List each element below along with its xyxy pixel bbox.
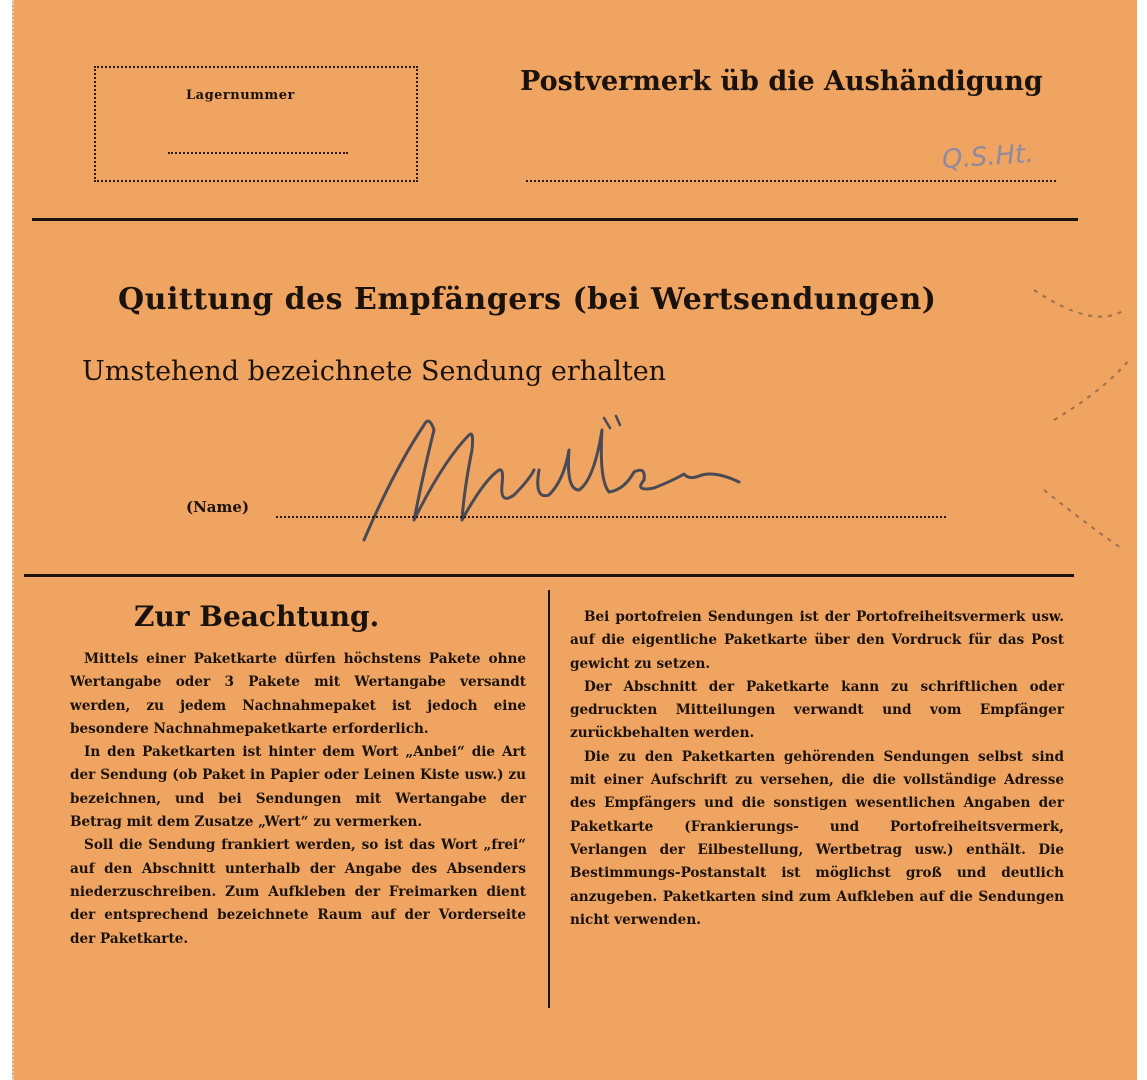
parcel-card xyxy=(12,0,1137,1080)
column-divider xyxy=(548,590,550,1008)
post-note-line xyxy=(526,180,1056,182)
name-label: (Name) xyxy=(186,498,250,516)
name-line xyxy=(276,516,946,518)
notice-left-paragraph: In den Paketkarten ist hinter dem Wort „Anbei“ die Art der Sendung (ob Paket in Papier oder Leinen Kiste usw.) zu bezeichnen, und bei Sendungen mit Wertangabe der Betrag mit dem Zusatze „Wert“ zu vermerken. xyxy=(70,744,526,831)
received-text: Umstehend bezeichnete Sendung erhalten xyxy=(82,356,667,387)
notice-right-paragraph: Die zu den Paketkarten gehörenden Sendungen selbst sind mit einer Aufschrift zu versehen, die die vollständige Adresse des Empfängers und die sonstigen wesentlichen Angaben der Paketkarte (Frankierungs- und Portofreiheitsvermerk, Verlangen der Eilbestellung, Wertbetrag usw.) enthält. Die Bestimmungs-Postanstalt ist möglichst groß und deutlich anzugeben. Paketkarten sind zum Aufkleben auf die Sendungen nicht verwenden. xyxy=(570,748,1064,928)
stock-number-label: Lagernummer xyxy=(186,88,295,103)
post-note-heading: Postvermerk üb die Aushändigung xyxy=(520,66,1043,97)
stock-number-line xyxy=(168,152,348,154)
notice-left-column xyxy=(70,648,526,951)
stock-number-box xyxy=(94,66,418,182)
notice-left-paragraph: Soll die Sendung frankiert werden, so ist das Wort „frei“ auf den Abschnitt unterhalb der Angabe des Absenders niederzuschreiben. Zum Aufkleben der Freimarken dient der entsprechend bezeichnete Raum auf der Vorderseite der Paketkarte. xyxy=(70,837,526,947)
postmark-stamp xyxy=(1014,270,1134,570)
receipt-heading: Quittung des Empfängers (bei Wertsendungen) xyxy=(118,282,937,317)
notice-right-column xyxy=(570,606,1064,932)
notice-heading: Zur Beachtung. xyxy=(134,600,380,633)
notice-left-paragraph: Mittels einer Paketkarte dürfen höchstens Pakete ohne Wertangabe oder 3 Pakete mit Wertangabe versandt werden, zu jedem Nachnahmepaket ist jedoch eine besondere Nachnahmepaketkarte erforderlich. xyxy=(70,651,526,737)
top-divider xyxy=(32,218,1078,221)
notice-right-paragraph: Bei portofreien Sendungen ist der Portofreiheitsvermerk usw. auf die eigentliche Paketkarte über den Vordruck für das Post gewicht zu setzen. xyxy=(570,609,1064,672)
signature-handwriting xyxy=(354,410,754,550)
middle-divider xyxy=(24,574,1074,577)
pencil-mark: Q.S.Ht. xyxy=(941,138,1035,176)
notice-right-paragraph: Der Abschnitt der Paketkarte kann zu schriftlichen oder gedruckten Mitteilungen verwandt und vom Empfänger zurückbehalten werden. xyxy=(570,678,1064,742)
